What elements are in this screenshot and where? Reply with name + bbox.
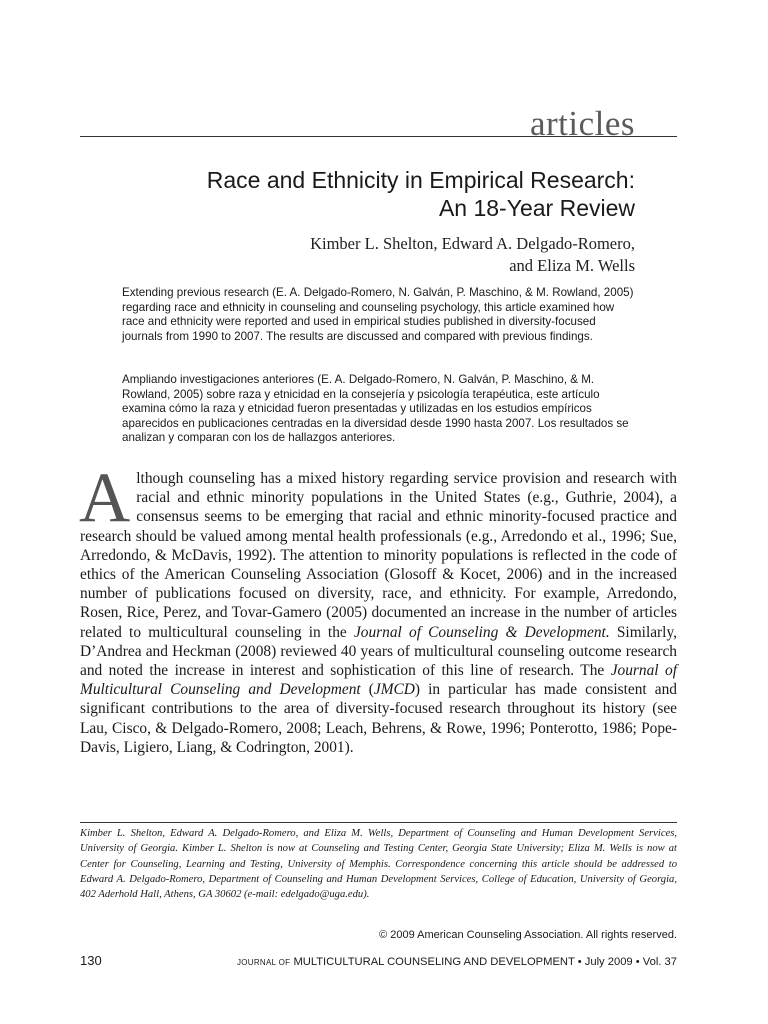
section-rule [80, 136, 677, 137]
body-text-part-1: lthough counseling has a mixed history regarding service provision and research with racial and ethnic minority populations in the United States (e.g., Guthrie, 2004), a consensus seems to be emerging that racial and ethnic minority-focused practice and research should be valued among mental health professionals (e.g., Arredondo et al., 1996; Sue, Arredondo, & McDavis, 1992). The attention to minority populations is reflected in the code of ethics of the American Counseling Association (Glosoff & Kocet, 2006) and in the increased number of publications focused on diversity, race, and ethnicity. For example, Arredondo, Rosen, Rice, Perez, and Tovar-Gamero (2005) documented an increase in the number of articles related to multicultural counseling in the [80, 470, 677, 641]
drop-cap: A [79, 459, 131, 537]
section-label: articles [529, 104, 635, 143]
title-line-2: An 18-Year Review [438, 195, 635, 221]
footnote-rule [80, 822, 677, 823]
body-text-part-4: ) in particular has made consistent and significant contributions to the area of diversity-focused research throughout its history (see Lau, Cisco, & Delgado-Romero, 2008; Leach, Behrens, & Rowe, 1996; Ponterotto, 1986; Pope-Davis, Ligiero, Liang, & Codrington, 2001). [80, 681, 677, 756]
article-title [35, 166, 635, 222]
author-list [75, 233, 635, 277]
journal-name: MULTICULTURAL COUNSELING AND DEVELOPMENT [293, 956, 575, 968]
body-text-part-2: Similarly, D’Andrea and Heckman (2008) reviewed 40 years of multicultural counseling outcome research and noted the increase in interest and sophistication of this line of research. The [80, 623, 677, 680]
authors-line-2: and Eliza M. Wells [509, 256, 635, 275]
journal-abbreviation: JMCD [373, 681, 415, 699]
copyright-notice: © 2009 American Counseling Association. All rights reserved. [379, 929, 677, 941]
abstract-english: Extending previous research (E. A. Delgado-Romero, N. Galván, P. Maschino, & M. Rowland, 2005) regarding race and ethnicity in counseling and counseling psychology, this article examined how race and ethnicity were reported and used in empirical studies published in diversity-focused journals from 1990 to 2007. The results are discussed and compared with previous findings. [122, 286, 634, 343]
author-note: Kimber L. Shelton, Edward A. Delgado-Romero, and Eliza M. Wells, Department of Counseling and Human Development Services, University of Georgia. Kimber L. Shelton is now at Counseling and Testing Center, Georgia State University; Eliza M. Wells is now at Center for Counseling, Learning and Testing, University of Memphis. Correspondence concerning this article should be addressed to Edward A. Delgado-Romero, Department of Counseling and Human Development Services, College of Education, University of Georgia, 402 Aderhold Hall, Athens, GA 30602 (e-mail: edelgado@uga.edu). [80, 828, 677, 901]
authors-line-1: Kimber L. Shelton, Edward A. Delgado-Romero, [310, 234, 635, 253]
journal-prefix: JOURNAL OF [236, 958, 291, 967]
page-number: 130 [80, 953, 102, 968]
issue-info: • July 2009 • Vol. 37 [577, 956, 677, 968]
running-footer [237, 955, 677, 970]
body-text-part-3: ( [360, 681, 374, 699]
abstract-spanish: Ampliando investigaciones anteriores (E. A. Delgado-Romero, N. Galván, P. Maschino, & M. Rowland, 2005) sobre raza y etnicidad en la consejería y psicología terapéutica, este artículo examina cómo la raza y etnicidad fueron presentadas y utilizadas en los estudios empíricos aparecidos en publicaciones centradas en la diversidad desde 1990 hasta 2007. Los resultados se analizan y comparan con los de hallazgos anteriores. [122, 373, 629, 445]
journal-title-jcd: Journal of Counseling & Development. [353, 623, 610, 641]
body-paragraph [79, 459, 677, 757]
title-line-1: Race and Ethnicity in Empirical Research: [206, 167, 635, 193]
journal-title-jmcd: Journal of Multicultural Counseling and Development [80, 662, 677, 699]
